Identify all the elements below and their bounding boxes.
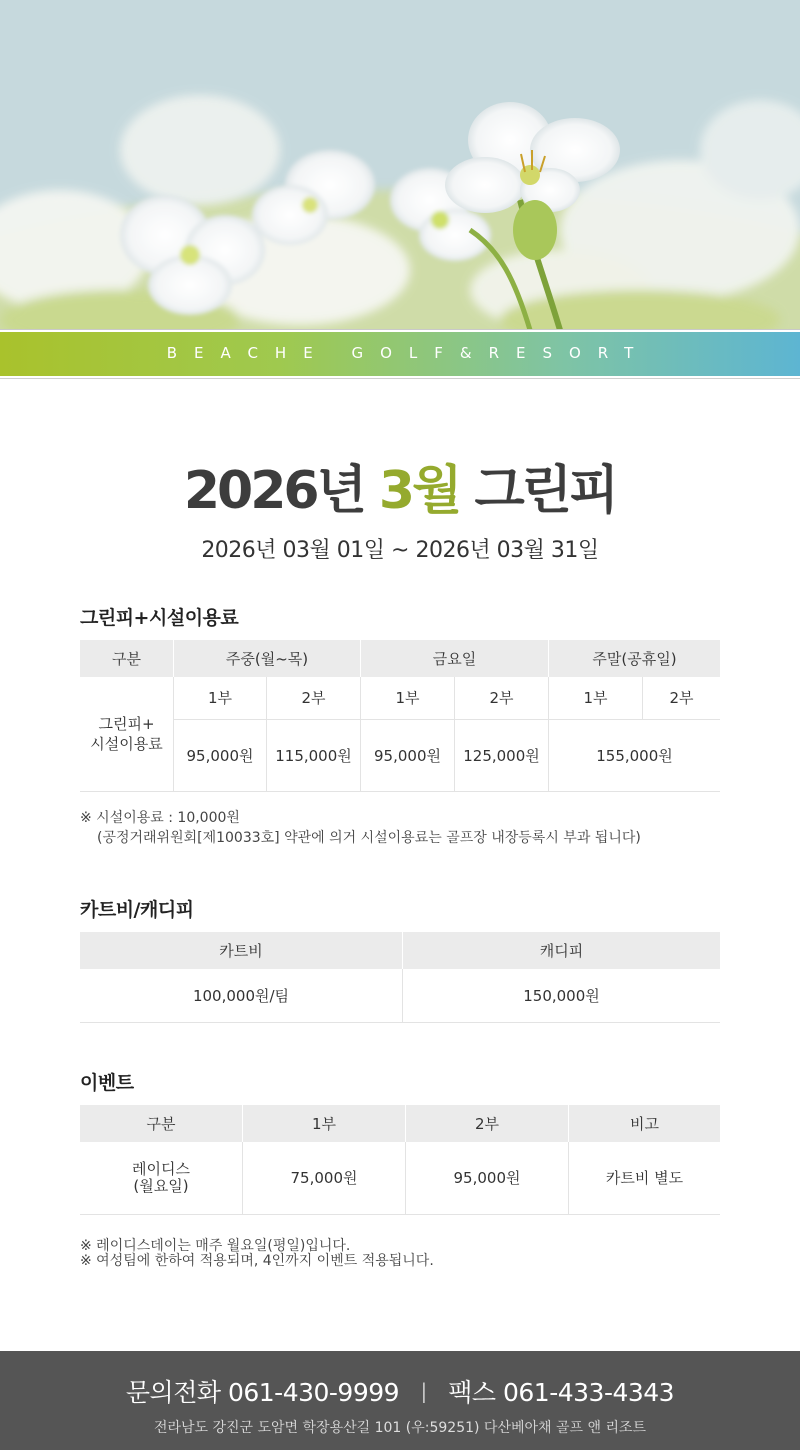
brand-name: BEACHE GOLF&RESORT [166,344,651,362]
col-header-friday: 금요일 [361,640,549,677]
flower-photo [0,0,800,330]
event-price-part2: 95,000원 [406,1142,569,1214]
col-header-event-part1: 1부 [243,1105,406,1142]
title-month: 3월 [378,461,460,521]
band-divider [0,376,800,379]
greenfee-note-2: (공정거래위원회[제10033호] 약관에 의거 시설이용료는 골프장 내장등록시 부과 됩니다) [97,829,641,846]
price-friday-2: 125,000원 [455,719,549,791]
page-title [0,461,800,521]
part-weekday-1: 1부 [174,677,267,719]
price-weekday-2: 115,000원 [267,719,361,791]
brand-band [0,330,800,376]
event-heading: 이벤트 [80,1072,134,1094]
col-header-event-category: 구분 [80,1105,243,1142]
greenfee-table [80,640,720,792]
cart-value-row [80,969,720,1022]
part-weekend-2: 2부 [643,677,721,719]
title-block [0,461,800,564]
col-header-weekend: 주말(공휴일) [549,640,721,677]
contact-separator: | [420,1379,427,1403]
event-ladies-label: 레이디스 (월요일) [80,1142,243,1214]
row-label-greenfee: 그린피+ 시설이용료 [80,677,174,791]
part-weekday-2: 2부 [267,677,361,719]
col-header-weekday: 주중(월~목) [174,640,361,677]
col-header-caddie: 캐디피 [403,932,721,969]
greenfee-value-row [80,719,720,791]
part-weekend-1: 1부 [549,677,643,719]
footer-address: 전라남도 강진군 도암면 학장용산길 101 (우:59251) 다산베아채 골프 앤 리조트 [153,1420,647,1436]
fax-number: 061-433-4343 [502,1378,675,1407]
price-weekday-1: 95,000원 [174,719,267,791]
col-header-event-remark: 비고 [569,1105,721,1142]
footer [0,1351,800,1450]
period-text: 2026년 03월 01일 ~ 2026년 03월 31일 [201,538,599,563]
fax-label: 팩스 [448,1378,496,1407]
event-note-2: ※ 여성팀에 한하여 적용되며, 4인까지 이벤트 적용됩니다. [80,1252,434,1269]
title-label: 그린피 [474,461,617,521]
price-caddie: 150,000원 [403,969,721,1022]
greenfee-heading: 그린피+시설이용료 [80,607,239,629]
cart-heading: 카트비/캐디피 [80,899,194,921]
greenfee-section [80,603,720,848]
footer-contact [0,1373,800,1409]
col-header-category: 구분 [80,640,174,677]
price-weekend: 155,000원 [549,719,721,791]
cart-table [80,932,720,1023]
title-year: 2026년 [183,461,364,521]
phone-label: 문의전화 [125,1378,221,1407]
greenfee-header-row [80,640,720,677]
price-friday-1: 95,000원 [361,719,455,791]
event-table [80,1105,720,1215]
part-friday-1: 1부 [361,677,455,719]
event-header-row [80,1105,720,1142]
event-value-row [80,1142,720,1214]
greenfee-note-1: ※ 시설이용료 : 10,000원 [80,809,240,826]
event-price-part1: 75,000원 [243,1142,406,1214]
event-section [80,1068,720,1269]
col-header-event-part2: 2부 [406,1105,569,1142]
hero-image [0,0,800,330]
part-friday-2: 2부 [455,677,549,719]
phone-number[interactable]: 061-430-9999 [227,1378,400,1407]
event-note-1: ※ 레이디스데이는 매주 월요일(평일)입니다. [80,1237,351,1254]
price-cart: 100,000원/팀 [80,969,403,1022]
greenfee-part-row [80,677,720,719]
cart-header-row [80,932,720,969]
col-header-cart: 카트비 [80,932,403,969]
cart-section [80,895,720,1023]
event-remark: 카트비 별도 [569,1142,721,1214]
